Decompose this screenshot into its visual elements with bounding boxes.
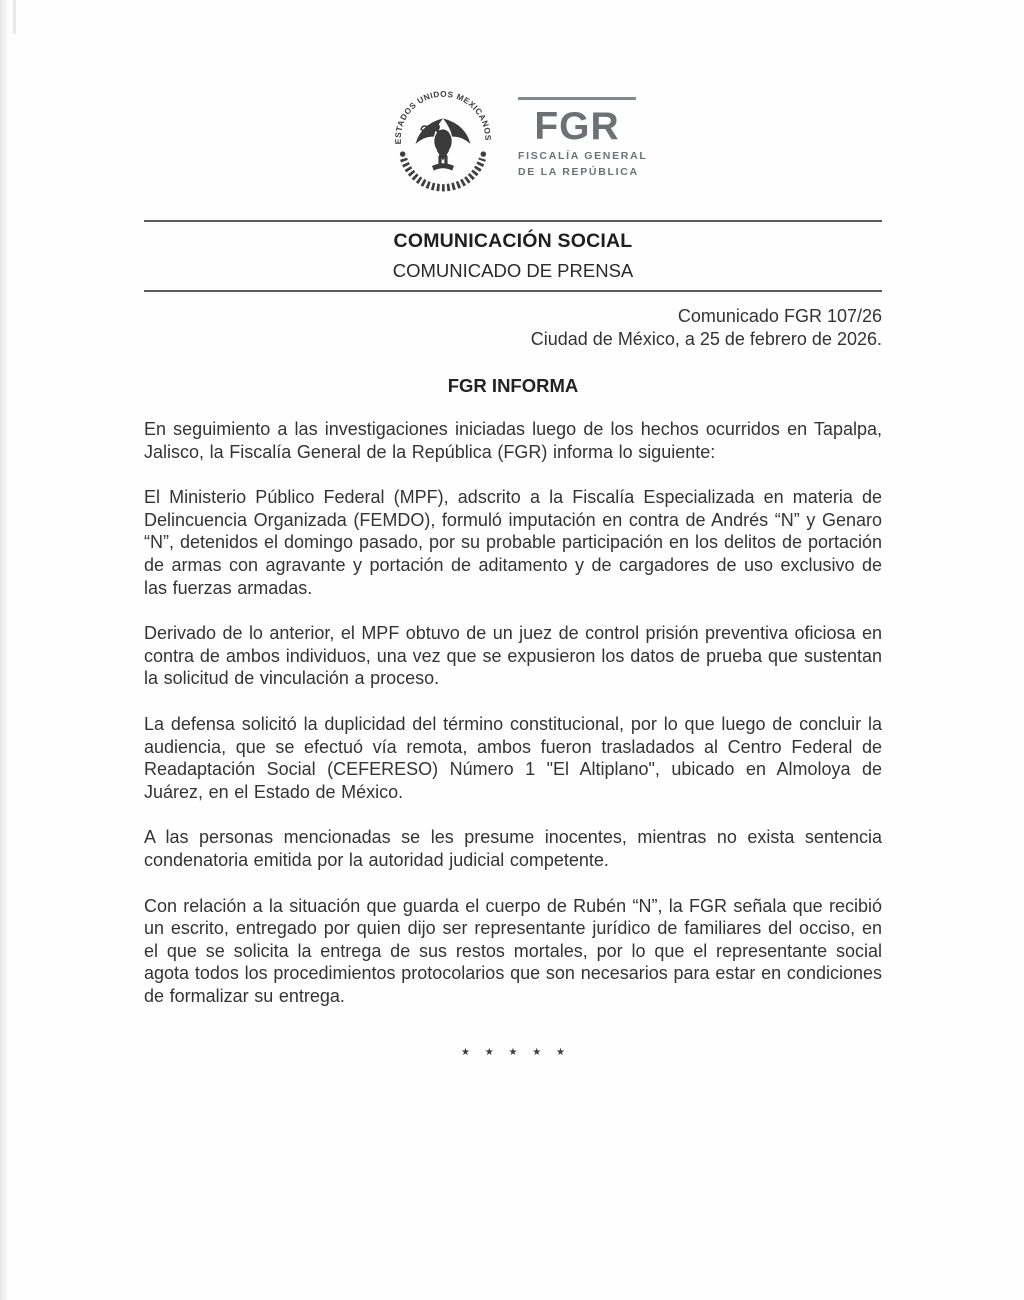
release-meta — [144, 305, 882, 351]
paragraph-3: Derivado de lo anterior, el MPF obtuvo de un juez de control prisión preventiva oficiosa en contra de ambos individuos, una vez que se expusieron los datos de prueba que sustentan la solicitud de vinculación a proceso. — [144, 623, 882, 689]
paragraph-1: En seguimiento a las investigaciones iniciadas luego de los hechos ocurridos en Tapalpa, Jalisco, la Fiscalía General de la República (FGR) informa lo siguiente: — [144, 419, 882, 462]
comunicacion-social-title: COMUNICACIÓN SOCIAL — [393, 230, 633, 252]
header-rule-top — [144, 220, 882, 222]
fgr-caption-line1: FISCALÍA GENERAL — [518, 150, 648, 162]
press-release-content — [144, 220, 882, 1058]
paragraph-4: La defensa solicitó la duplicidad del término constitucional, por lo que luego de concluir la audiencia, que se efectuó vía remota, ambos fueron trasladados al Centro Federal de Readaptación Social (CEFERESO) Número 1 "El Altiplano", ubicado en Almoloya de Juárez, en el Estado de México. — [144, 713, 882, 802]
paragraph-2: El Ministerio Público Federal (MPF), adscrito a la Fiscalía Especializada en materia de Delincuencia Organizada (FEMDO), formuló imputación en contra de Andrés “N” y Genaro “N”, detenidos el domingo pasado, por su probable participación en los delitos de portación de armas con agravante y portación de aditamento y de cargadores de uso exclusivo de las fuerzas armadas. — [144, 487, 882, 598]
header-rule-bottom — [144, 290, 882, 292]
paragraph-6: Con relación a la situación que guarda el cuerpo de Rubén “N”, la FGR señala que recibió un escrito, entregado por quien dijo ser representante jurídico de familiares del occiso, en el que se solicita la entrega de sus restos mortales, por lo que el representante social agota todos los procedimientos protocolarios que son necesarios para estar en condiciones de formalizar su entrega. — [144, 895, 882, 1006]
wreath-rosette-right — [481, 151, 487, 157]
paragraph-5: A las personas mencionadas se les presume inocentes, mientras no exista sentencia condenatoria emitida por la autoridad judicial competente. — [144, 827, 882, 870]
fgr-wordmark — [518, 97, 648, 178]
body-paragraphs — [144, 418, 882, 1007]
laurel-wreath — [404, 159, 483, 188]
fgr-acronym: FGR — [534, 105, 620, 148]
fgr-caption-line2: DE LA REPÚBLICA — [518, 166, 639, 178]
wreath-rosette-left — [400, 151, 406, 157]
fgr-logo — [0, 0, 1024, 204]
fgr-informa-heading: FGR INFORMA — [447, 375, 579, 396]
release-number: Comunicado FGR 107/26 — [677, 306, 882, 326]
dateline: Ciudad de México, a 25 de febrero de 2026. — [530, 329, 882, 349]
end-of-release-stars: ★ ★ ★ ★ ★ — [461, 1047, 571, 1059]
wordmark-rule — [518, 97, 636, 100]
comunicado-de-prensa-subtitle: COMUNICADO DE PRENSA — [392, 260, 634, 281]
eagle-icon — [416, 118, 471, 170]
national-seal-icon — [388, 84, 498, 204]
seal-ring-text: ESTADOS UNIDOS MEXICANOS — [393, 89, 493, 145]
